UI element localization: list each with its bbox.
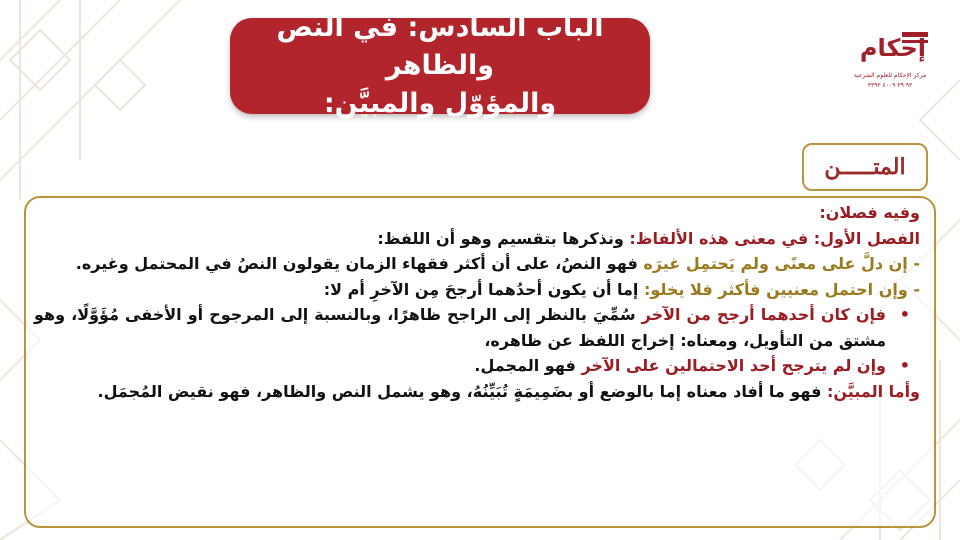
- logo-word: إحكام: [859, 34, 926, 62]
- logo-subtitle: مركز الإحكام للعلوم الشرعية: [853, 72, 927, 79]
- mubayyan-label: وأما المبيَّن:: [827, 381, 920, 401]
- item2-paragraph: [34, 277, 920, 303]
- intro-line: وفيه فصلان:: [819, 203, 920, 222]
- logo: [850, 28, 932, 98]
- title-line-2: والمؤوّل والمبيَّن:: [323, 88, 557, 119]
- mubayyan-text: فهو ما أفاد معناه إما بالوضع أو بضَمِيمَةٍ تُبَيِّنُهُ، وهو يشمل النص والظاهر، فهو نقيض المُجمَل.: [97, 381, 822, 401]
- title-line-1: الباب السادس: في النص والظاهر: [276, 12, 604, 81]
- content-text: [34, 200, 920, 404]
- bullet-2: [34, 353, 920, 379]
- title-banner: [230, 12, 650, 119]
- item2-prefix: - وإن احتمل معنيين فأكثر فلا يخلو:: [643, 279, 920, 299]
- bullet2-prefix: وإن لم يترجح أحد الاحتمالين على الآخر: [581, 356, 886, 375]
- mubayyan-paragraph: [34, 379, 920, 405]
- item2-text: إما أن يكون أحدُهما أرجحَ مِن الآخرِ أم لا:: [323, 279, 639, 299]
- item1-text: فهو النصُ، على أن أكثر فقهاء الزمان يقولون النصُ في المحتمل وغيره.: [75, 254, 638, 273]
- logo-number: ٩٣ ٣٩ ٤٠٠٩ ٣٣٩٣: [867, 82, 913, 89]
- item1-prefix: - إن دلَّ على معنًى ولم يَحتمِل غيرَه: [643, 254, 920, 273]
- bullet1-prefix: فإن كان أحدهما أرجح من الآخر: [641, 305, 886, 324]
- bullet2-text: فهو المجمل.: [474, 356, 576, 375]
- fasl1-label: الفصل الأول: في معنى هذه الألفاظ:: [629, 228, 920, 248]
- bullet-1: [34, 302, 920, 353]
- fasl1-text: ونذكرها بتقسيم وهو أن اللفظ:: [377, 228, 624, 248]
- fasl1-line: [34, 226, 920, 252]
- bullet1-text: سُمِّيَ بالنظر إلى الراجح ظاهرًا، وبالنسبة إلى المرجوح أو الأخفى مُؤَوَّلًا، وهو مشتق من التأويل، ومعناه: إخراج اللفظ عن ظاهره،: [34, 305, 886, 350]
- matn-tab: المتـــــن: [802, 143, 928, 191]
- item1-paragraph: [34, 251, 920, 277]
